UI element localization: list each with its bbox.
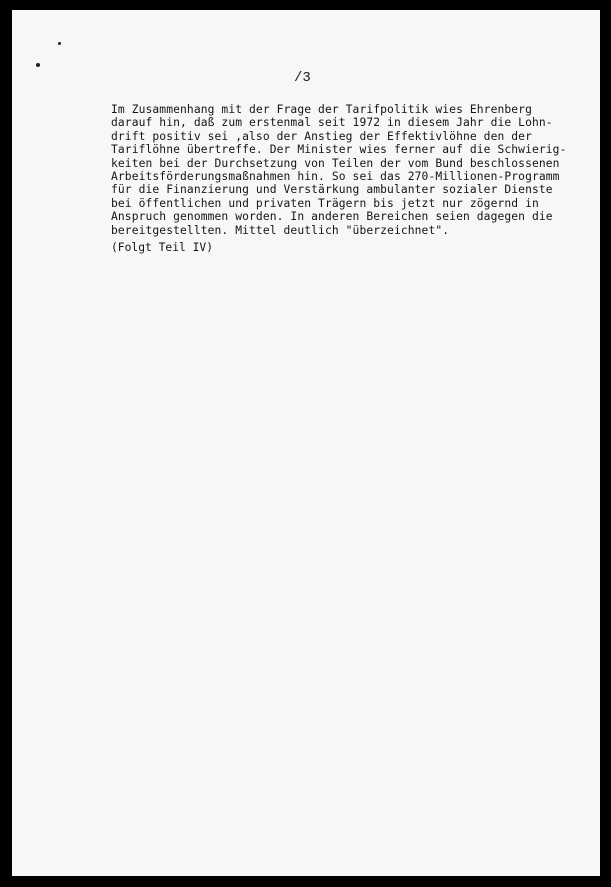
paragraph-line: Im Zusammenhang mit der Frage der Tarifpolitik wies Ehrenberg	[111, 103, 532, 116]
document-page	[12, 10, 600, 876]
paragraph-line: Tariflöhne übertreffe. Der Minister wies ferner auf die Schwierig-	[111, 143, 567, 157]
paragraph-line: bereitgestellten. Mittel deutlich "überzeichnet".	[111, 223, 450, 237]
paragraph-line: drift positiv sei ,also der Anstieg der Effektivlöhne den der	[111, 129, 532, 143]
paragraph-line: darauf hin, daß zum erstenmal seit 1972 in diesem Jahr die Lohn-	[111, 116, 553, 130]
scan-speck	[58, 42, 61, 45]
paragraph-line: keiten bei der Durchsetzung von Teilen der vom Bund beschlossenen	[111, 156, 560, 170]
continuation-note: (Folgt Teil IV)	[111, 241, 214, 254]
paragraph-line: Anspruch genommen worden. In anderen Bereichen seien dagegen die	[111, 210, 553, 224]
paragraph-line: bei öffentlichen und privaten Trägern bis jetzt nur zögernd in	[111, 196, 539, 210]
page-number: /3	[294, 70, 311, 86]
scan-speck	[36, 63, 40, 67]
paragraph-line: für die Finanzierung und Verstärkung ambulanter sozialer Dienste	[111, 183, 553, 197]
body-paragraph	[111, 103, 591, 237]
paragraph-line: Arbeitsförderungsmaßnahmen hin. So sei das 270-Millionen-Programm	[111, 170, 560, 184]
